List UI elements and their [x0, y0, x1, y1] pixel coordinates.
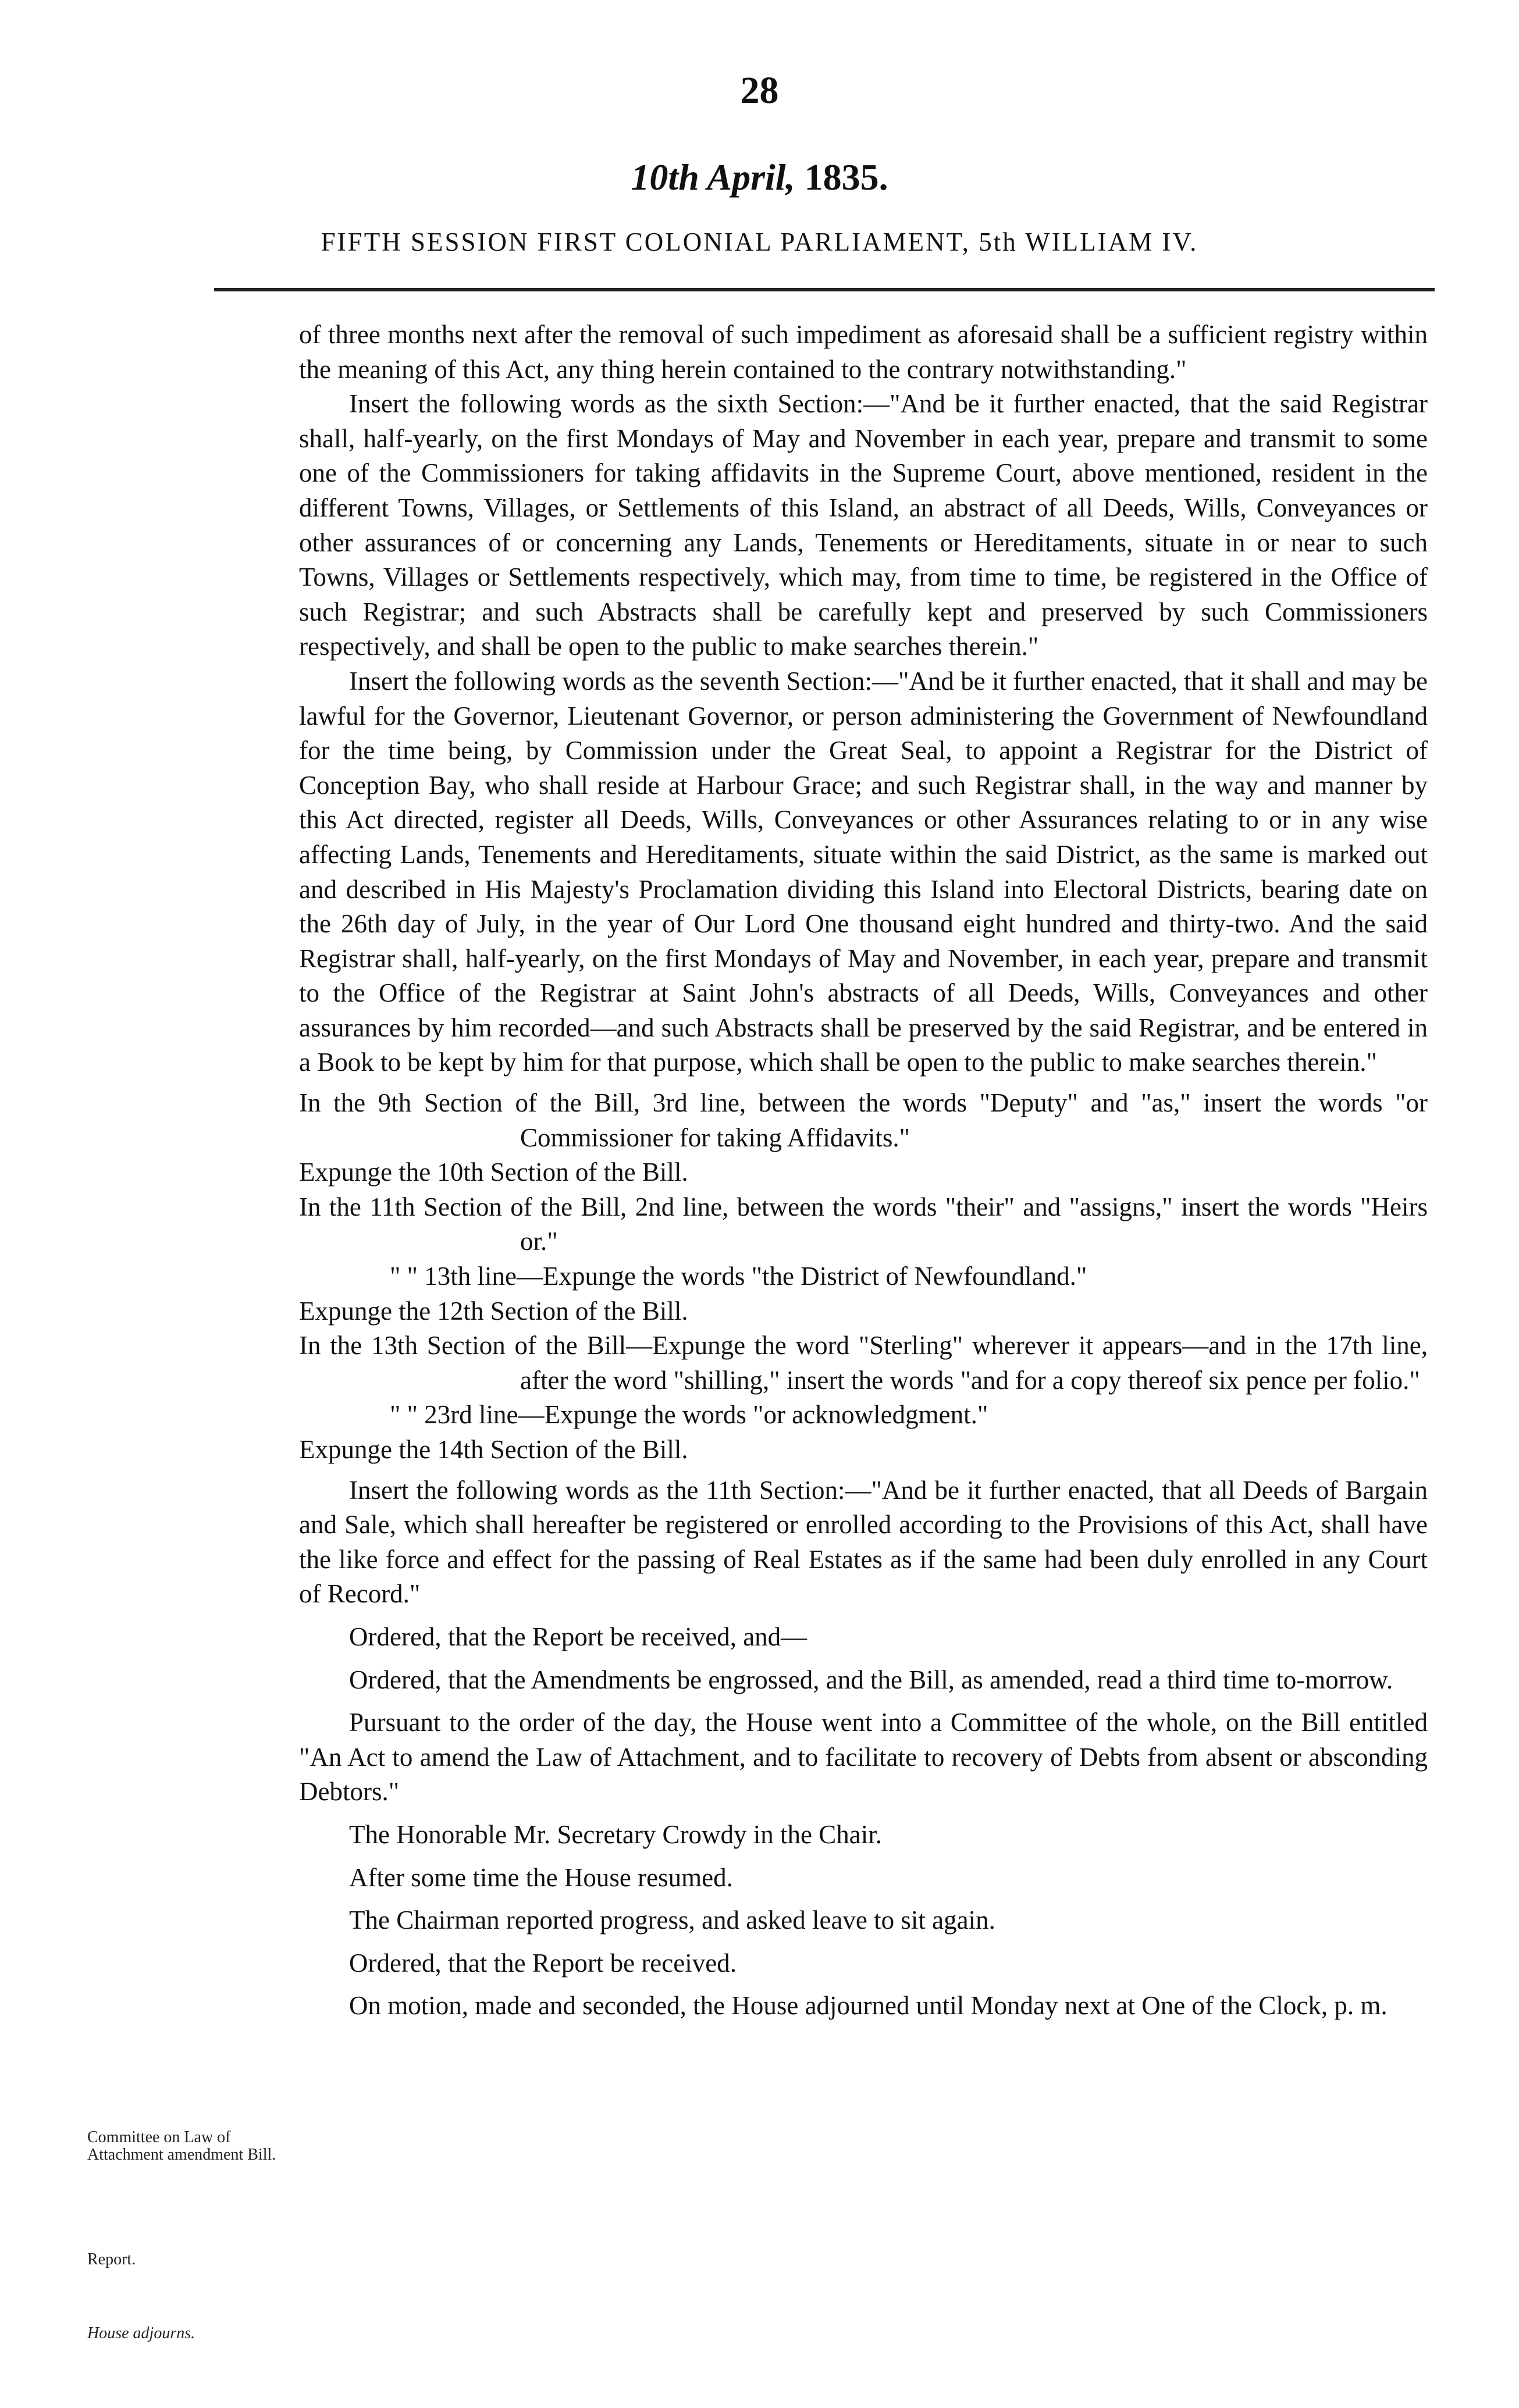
margin-note-adjourns: House adjourns. — [87, 2324, 195, 2342]
amendment-eleventh-line-thirteen: " " 13th line—Expunge the words "the District of Newfoundland." — [390, 1262, 1087, 1291]
session-title: FIFTH SESSION FIRST COLONIAL PARLIAMENT, 5th WILLIAM IV. — [321, 227, 1198, 257]
paragraph-adjournment: On motion, made and seconded, the House adjourned until Monday next at One of the Clock, p. m. — [349, 1991, 1388, 2021]
amendment-expunge-twelfth: Expunge the 12th Section of the Bill. — [299, 1296, 688, 1326]
date-line — [0, 156, 1519, 199]
date-year: 1835. — [804, 156, 888, 198]
paragraph-report-ordered: Ordered, that the Report be received. — [349, 1948, 737, 1978]
paragraph-amendments-engrossed: Ordered, that the Amendments be engrossed, and the Bill, as amended, read a third time to-morrow. — [349, 1665, 1393, 1694]
paragraph-seventh-section: Insert the following words as the seventh Section:—"And be it further enacted, that it shall and may be lawful for the Governor, Lieutenant Governor, or person administering the Government of Newfoundland for the time being, by Commission under the Great Seal, to appoint a Registrar for the District of Conception Bay, who shall reside at Harbour Grace; and such Registrar shall, in the way and manner by this Act directed, register all Deeds, Wills, Conveyances or other Assurances relating to or in any wise affecting Lands, Tenements and Hereditaments, situate within the said District, as the same is marked out and described in His Majesty's Proclamation dividing this Island into Electoral Districts, bearing date on the 26th day of July, in the year of Our Lord One thousand eight hundred and thirty-two. And the said Registrar shall, half-yearly, on the first Mondays of May and November, in each year, prepare and transmit to the Office of the Registrar at Saint John's abstracts of all Deeds, Wills, Conveyances and other assurances by him recorded—and such Abstracts shall be preserved by the said Registrar, and be entered in a Book to be kept by him for that purpose, which shall be open to the public to make searches therein." — [299, 666, 1428, 1077]
amendment-thirteenth-section: In the 13th Section of the Bill—Expunge the word "Sterling" wherever it appears—and in the 17th line, after the word "shilling," insert the words "and for a copy thereof six pence per folio." — [299, 1331, 1428, 1395]
paragraph-house-resumed: After some time the House resumed. — [349, 1862, 733, 1892]
paragraph-chairman-reported: The Chairman reported progress, and asked leave to sit again. — [349, 1905, 995, 1935]
amendment-eleventh-section: In the 11th Section of the Bill, 2nd line, between the words "their" and "assigns," insert the words "Heirs or." — [299, 1192, 1428, 1256]
date-day: 10th April, — [631, 156, 795, 198]
margin-note-committee: Committee on Law of Attachment amendment Bill. — [87, 2128, 276, 2164]
paragraph-report-received: Ordered, that the Report be received, and— — [349, 1622, 807, 1651]
paragraph-committee-attachment: Pursuant to the order of the day, the House went into a Committee of the whole, on the Bill entitled "An Act to amend the Law of Attachment, and to facilitate to recovery of Debts from absent or absconding Debtors." — [299, 1708, 1428, 1807]
amendment-thirteenth-line-twentythree: " " 23rd line—Expunge the words "or acknowledgment." — [390, 1400, 988, 1430]
paragraph-sixth-section: Insert the following words as the sixth Section:—"And be it further enacted, that the said Registrar shall, half-yearly, on the first Mondays of May and November in each year, prepare and transmit to some one of the Commissioners for taking affidavits in the Supreme Court, above mentioned, resident in the different Towns, Villages, or Settlements of this Island, an abstract of all Deeds, Wills, Conveyances or other assurances of or concerning any Lands, Tenements or Hereditaments, situate in or near to such Towns, Villages or Settlements respectively, which may, from time to time, be registered in the Office of such Registrar; and such Abstracts shall be carefully kept and preserved by such Commissioners respectively, and shall be open to the public to make searches therein." — [299, 389, 1428, 661]
amendment-expunge-fourteenth: Expunge the 14th Section of the Bill. — [299, 1435, 688, 1464]
paragraph-chair: The Honorable Mr. Secretary Crowdy in the Chair. — [349, 1819, 883, 1849]
paragraph-registry-continuation: of three months next after the removal of such impediment as aforesaid shall be a sufficient registry within the meaning of this Act, any thing herein contained to the contrary notwithstanding." — [299, 320, 1428, 384]
body-text — [299, 318, 1428, 2024]
header-rule — [214, 288, 1435, 291]
margin-note-report: Report. — [87, 2250, 136, 2268]
paragraph-eleventh-section-insert: Insert the following words as the 11th Section:—"And be it further enacted, that all Deeds of Bargain and Sale, which shall hereafter be registered or enrolled according to the Provisions of this Act, shall have the like force and effect for the passing of Real Estates as if the same had been duly enrolled in any Court of Record." — [299, 1475, 1428, 1609]
amendment-expunge-tenth: Expunge the 10th Section of the Bill. — [299, 1157, 688, 1187]
page-number: 28 — [740, 69, 779, 112]
amendment-ninth-section: In the 9th Section of the Bill, 3rd line, between the words "Deputy" and "as," insert the words "or Commissioner for taking Affidavits." — [299, 1088, 1428, 1152]
